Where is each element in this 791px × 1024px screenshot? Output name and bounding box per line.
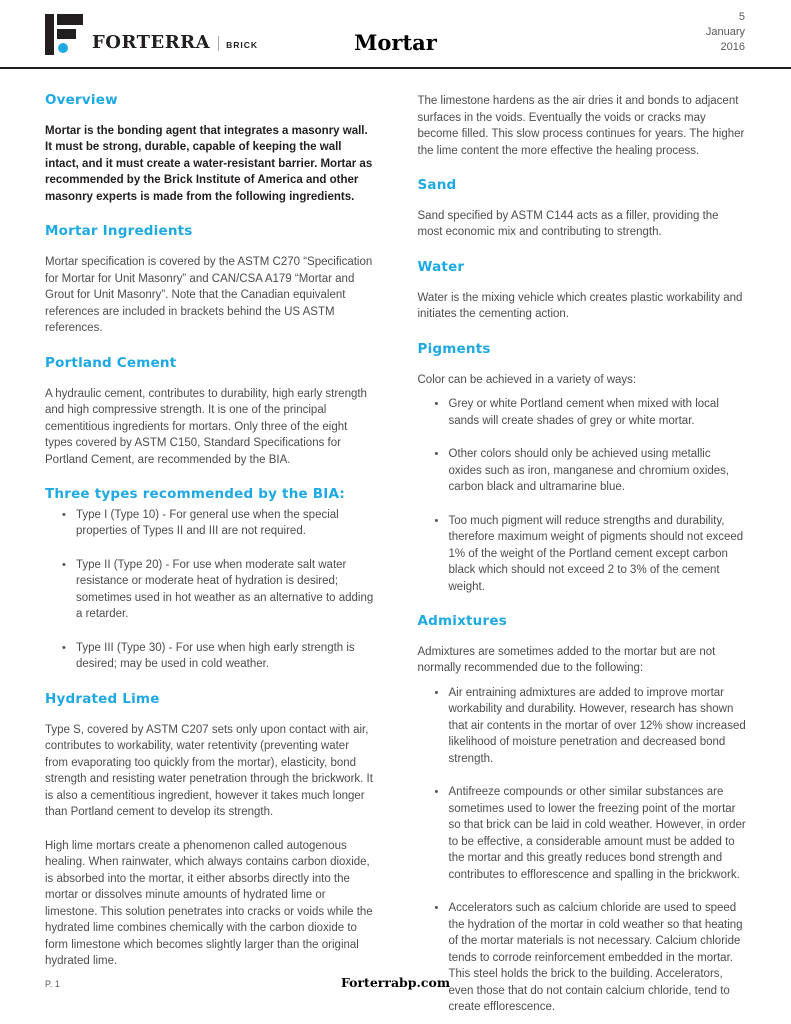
- content-area: [0, 69, 791, 1024]
- paragraph: A hydraulic cement, contributes to durability, high early strength and high compressive strength. It is one of the principal cementitious ingredients for mortars. Only three of the eight types covered by ASTM C150, Standard Specifications for Portland Cement, are recommended by the BIA.: [45, 387, 367, 466]
- bullet-list: [418, 685, 747, 1016]
- paragraph: The limestone hardens as the air dries it and bonds to adjacent surfaces in the voids. Eventually the voids or cracks may become filled. This slow process continues for years. The higher the lime content the more effective the healing process.: [417, 95, 745, 157]
- bullet-item: • Other colors should only be achieved using metallic oxides such as iron, manganese and chromium oxides, carbon black and ultramarine blue.: [449, 446, 747, 496]
- page-header: [0, 0, 791, 67]
- section-heading: Three types recommended by the BIA:: [45, 486, 345, 503]
- bullet-list: [418, 396, 747, 595]
- paragraph: High lime mortars create a phenomenon called autogenous healing. When rainwater, which always contains carbon dioxide, is absorbed into the mortar, it either absorbs directly into the mortar or dissolves minute amounts of hydrated lime or limestone. This solution penetrates into cracks or voids while the hydrated lime combines chemically with the carbon dioxide to form limestone which becomes slightly larger than the original hydrated lime.: [45, 839, 373, 968]
- paragraph: Admixtures are sometimes added to the mortar but are not normally recommended due to the following:: [417, 645, 716, 675]
- bullet-item: • Air entraining admixtures are added to improve mortar workability and durability. However, research has shown that air contents in the mortar of over 12% show increased likelihood of moisture penetration and decreased bond strength.: [449, 685, 747, 768]
- paragraph: Color can be achieved in a variety of ways:: [417, 373, 637, 386]
- section-heading: Sand: [417, 177, 457, 193]
- date-month: January: [705, 26, 745, 38]
- logo-top-bar: [57, 14, 83, 25]
- bullet-item: • Grey or white Portland cement when mixed with local sands will create shades of grey or white mortar.: [449, 396, 747, 429]
- lead-paragraph: Mortar is the bonding agent that integrates a masonry wall. It must be strong, durable, capable of keeping the wall intact, and it must create a water-resistant barrier. Mortar as recommended by the Brick Institute of America and other masonry experts is made from the following ingredients.: [45, 124, 373, 203]
- section-heading: Overview: [45, 92, 118, 108]
- brand-name: FORTERRA: [92, 32, 211, 53]
- paragraph: Sand specified by ASTM C144 acts as a filler, providing the most economic mix and contributing to strength.: [417, 209, 719, 239]
- section-heading: Mortar Ingredients: [45, 223, 193, 240]
- brand-subname: BRICK: [226, 39, 259, 50]
- page-footer: [45, 975, 746, 991]
- document-date: [706, 10, 745, 55]
- bullet-item: • Type II (Type 20) - For use when moderate salt water resistance or moderate heat of hydration is desired; sometimes used in hot weather as an alternative to adding a retarder.: [76, 557, 374, 623]
- bullet-item: • Antifreeze compounds or other similar substances are sometimes used to lower the freezing point of the mortar so that brick can be laid in cold weather. However, in order to be effective, a considerable amount must be added to the mortar and this greatly reduces bond strength and contributes to efflorescence and spalling in the brickwork.: [449, 784, 747, 883]
- page-number: P. 1: [45, 979, 60, 989]
- website-url: Forterrabp.com: [340, 975, 451, 990]
- date-day: 5: [738, 11, 745, 23]
- right-column: [418, 93, 747, 1024]
- section-heading: Pigments: [417, 340, 491, 357]
- bullet-item: • Type I (Type 10) - For general use when the special properties of Types II and III are not required.: [76, 507, 374, 540]
- bullet-list: [45, 507, 374, 673]
- bullet-item: • Type III (Type 30) - For use when high early strength is desired; may be used in cold weather.: [76, 640, 374, 673]
- date-year: 2016: [720, 41, 745, 53]
- paragraph: Type S, covered by ASTM C207 sets only upon contact with air, contributes to workability, water retentivity (preventing water from evaporating too quickly from the mortar), elasticity, bond strength and resisting water penetration through the brickwork. It is also a cementitious ingredient, however it takes much longer than Portland cement to develop its strength.: [45, 723, 373, 819]
- bullet-item: • Accelerators such as calcium chloride are used to speed the hydration of the mortar in cold weather so that heating of the mortar materials is not necessary. Calcium chloride tends to corrode reinforcement embedded in the mortar. This steel holds the brick to the building. Accelerators, even those that do not contain calcium chloride, tend to create efflorescence.: [449, 900, 747, 1016]
- paragraph: Water is the mixing vehicle which creates plastic workability and initiates the cementing action.: [417, 291, 743, 321]
- section-heading: Portland Cement: [45, 354, 177, 371]
- section-heading: Water: [417, 258, 465, 275]
- section-heading: Admixtures: [417, 613, 507, 630]
- paragraph: Mortar specification is covered by the ASTM C270 “Specification for Mortar for Unit Masonry” and CAN/CSA A179 “Mortar and Grout for Unit Masonry”. Note that the Canadian equivalent references are included in brackets behind the US ASTM references.: [45, 256, 373, 335]
- section-heading: Hydrated Lime: [45, 690, 160, 707]
- bullet-item: • Too much pigment will reduce strengths and durability, therefore maximum weight of pigments should not exceed 1% of the weight of the Portland cement except carbon black which should not exceed 2 to 3% of the cement weight.: [449, 513, 747, 596]
- page-title: Mortar: [354, 30, 437, 55]
- left-column: [45, 93, 374, 1024]
